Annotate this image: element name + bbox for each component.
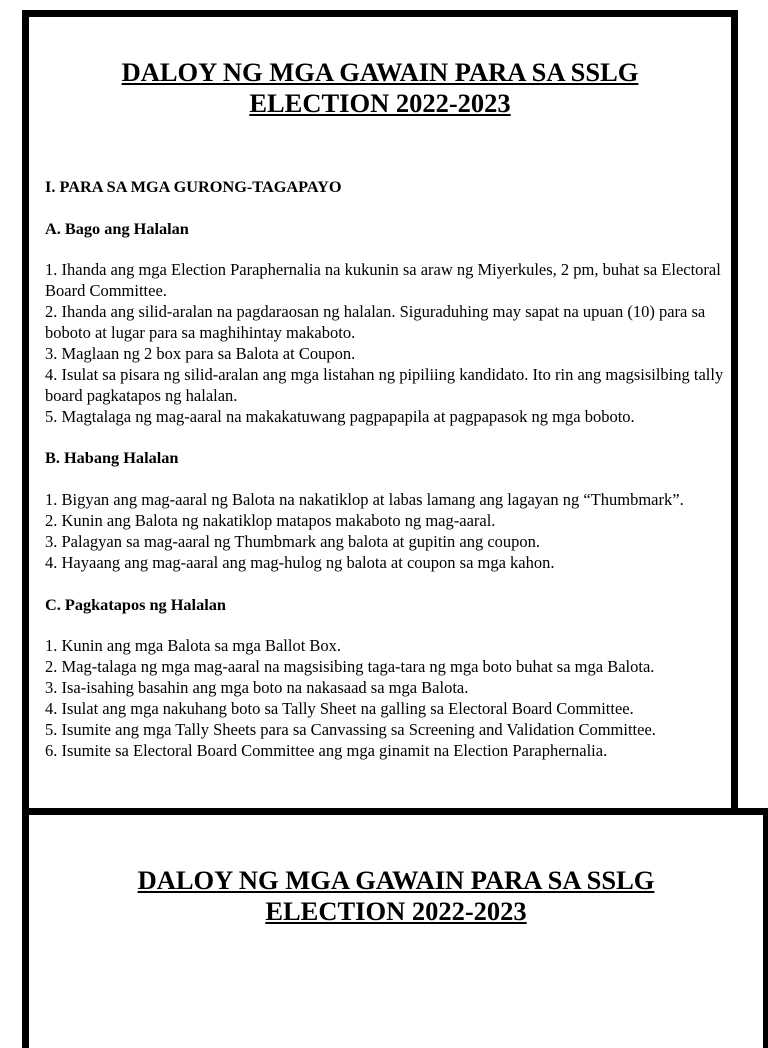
subsection-a-list bbox=[45, 260, 725, 427]
subsection-b-list bbox=[45, 490, 725, 574]
subsection-heading-a: A. Bago ang Halalan bbox=[45, 218, 189, 238]
page-title-line-1: DALOY NG MGA GAWAIN PARA SA SSLG bbox=[121, 57, 639, 87]
list-item: 1. Bigyan ang mag-aaral ng Balota na nakatiklop at labas lamang ang lagayan ng “Thumbmark”. bbox=[45, 490, 684, 510]
list-item: 1. Ihanda ang mga Election Paraphernalia na kukunin sa araw ng Miyerkules, 2 pm, buhat sa Electoral Board Committee. bbox=[45, 260, 721, 301]
list-item: 5. Isumite ang mga Tally Sheets para sa Canvassing sa Screening and Validation Committee. bbox=[45, 719, 656, 739]
page-title-line-1: DALOY NG MGA GAWAIN PARA SA SSLG bbox=[137, 865, 655, 895]
list-item: 3. Isa-isahing basahin ang mga boto na nakasaad sa mga Balota. bbox=[45, 678, 469, 698]
list-item: 4. Isulat sa pisara ng silid-aralan ang mga listahan ng pipiliing kandidato. Ito rin ang magsisilbing tally board pagkatapos ng halalan. bbox=[45, 364, 724, 405]
list-item: 5. Magtalaga ng mag-aaral na makakatuwang pagpapapila at pagpapasok ng mga boboto. bbox=[45, 406, 635, 426]
list-item: 3. Palagyan sa mag-aaral ng Thumbmark ang balota at gupitin ang coupon. bbox=[45, 531, 541, 551]
document-body bbox=[45, 177, 725, 762]
list-item: 2. Kunin ang Balota ng nakatiklop matapos makaboto ng mag-aaral. bbox=[45, 511, 496, 531]
page-title bbox=[29, 865, 763, 927]
list-item: 4. Isulat ang mga nakuhang boto sa Tally Sheet na galling sa Electoral Board Committee. bbox=[45, 699, 634, 718]
list-item: 2. Mag-talaga ng mga mag-aaral na magsisibing taga-tara ng mga boto buhat sa mga Balota. bbox=[45, 657, 655, 677]
subsection-heading-b: B. Habang Halalan bbox=[45, 448, 179, 468]
list-item: 2. Ihanda ang silid-aralan na pagdaraosan ng halalan. Siguraduhing may sapat na upuan (10) para sa boboto at lugar para sa maghihintay makaboto. bbox=[45, 302, 706, 343]
page-title-line-2: ELECTION 2022-2023 bbox=[265, 896, 527, 926]
list-item: 6. Isumite sa Electoral Board Committee ang mga ginamit na Election Paraphernalia. bbox=[45, 740, 608, 760]
subsection-heading-c: C. Pagkatapos ng Halalan bbox=[45, 594, 226, 614]
list-item: 3. Maglaan ng 2 box para sa Balota at Coupon. bbox=[45, 344, 356, 364]
page-title-line-2: ELECTION 2022-2023 bbox=[249, 88, 511, 118]
list-item: 4. Hayaang ang mag-aaral ang mag-hulog ng balota at coupon sa mga kahon. bbox=[45, 552, 555, 572]
subsection-c-list bbox=[45, 636, 725, 761]
document-page-2 bbox=[22, 808, 768, 1048]
section-heading: I. PARA SA MGA GURONG-TAGAPAYO bbox=[45, 177, 342, 196]
document-page-1 bbox=[22, 10, 738, 820]
list-item: 1. Kunin ang mga Balota sa mga Ballot Box. bbox=[45, 636, 342, 656]
page-title bbox=[29, 57, 731, 119]
